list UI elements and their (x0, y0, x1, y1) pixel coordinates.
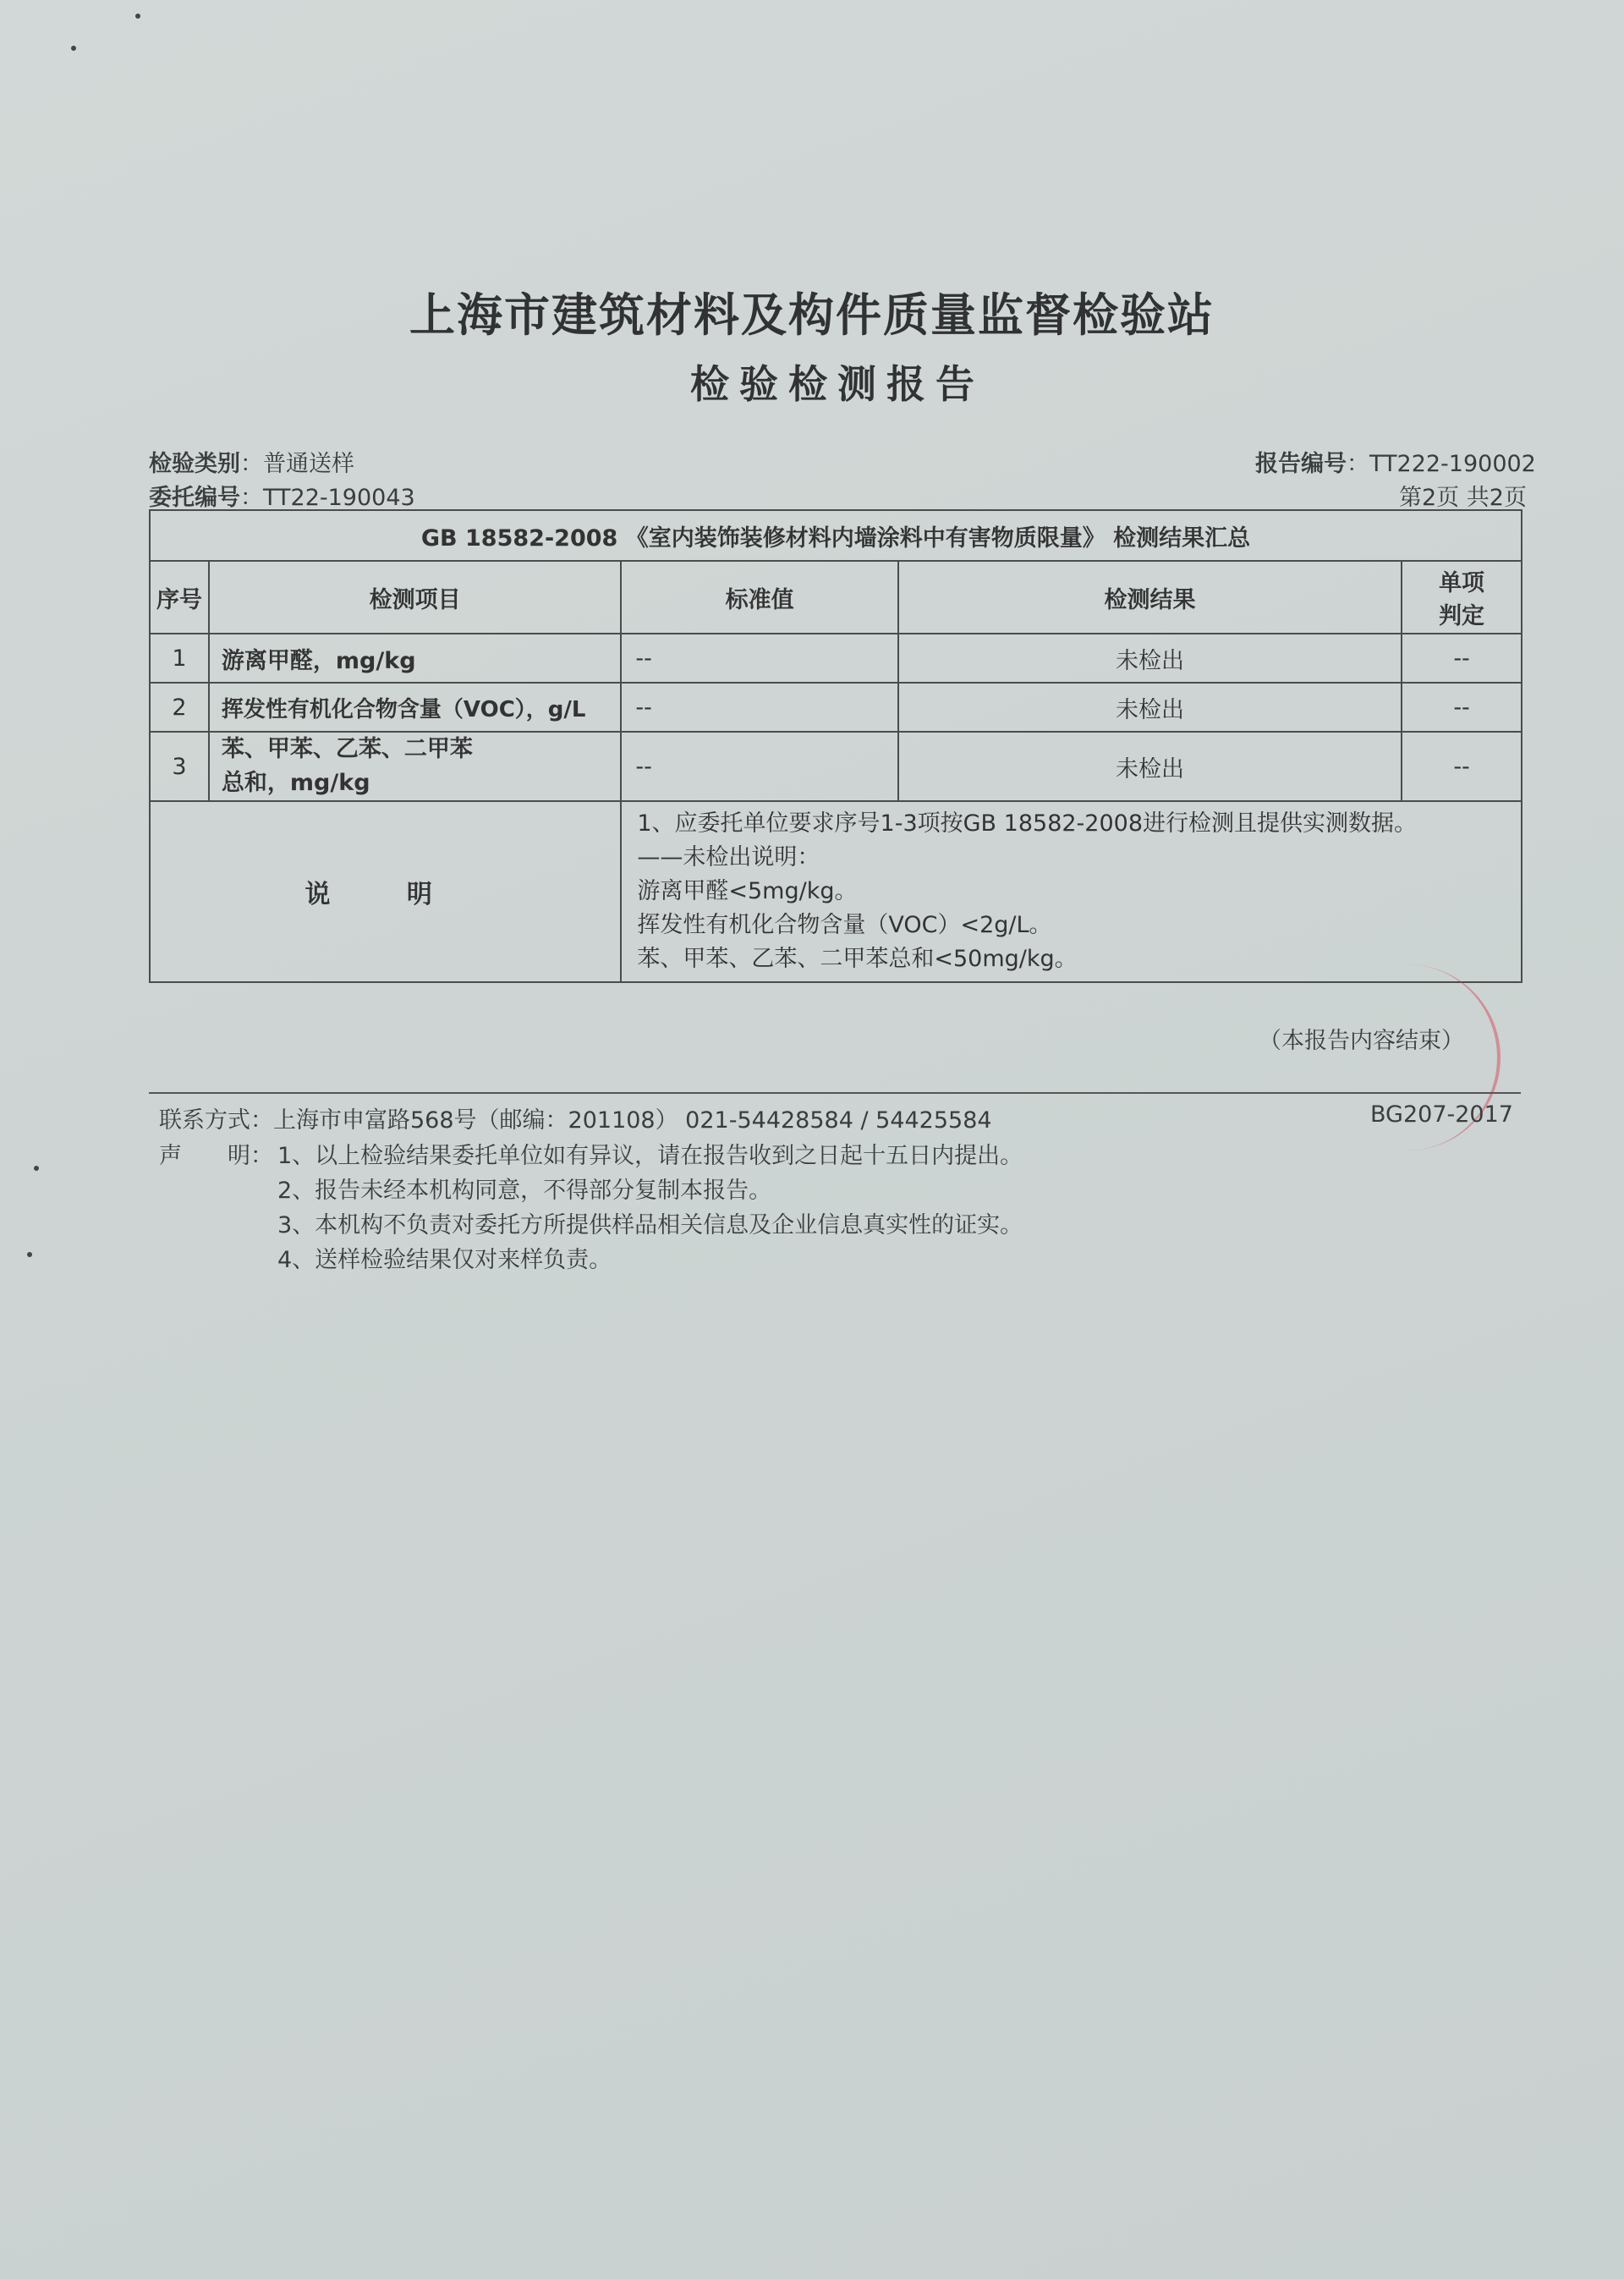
statement-line: 2、报告未经本机构同意，不得部分复制本报告。 (277, 1178, 772, 1204)
notes-row (150, 801, 1522, 982)
contact-info: 联系方式：上海市申富路568号（邮编：201108） 021-54428584 / 54425584 (159, 1107, 992, 1134)
note-line: 苯、甲苯、乙苯、二甲苯总和<50mg/kg。 (637, 946, 1078, 972)
speck (71, 46, 76, 51)
category-label: 检验类别 (149, 451, 240, 477)
speck (27, 1252, 32, 1257)
footer-divider (149, 1092, 1521, 1094)
row-item (209, 732, 621, 801)
report-no-value: TT222-190002 (1369, 451, 1536, 477)
report-no-label: 报告编号 (1255, 451, 1347, 477)
speck (34, 1166, 39, 1171)
page-info: 第2页 共2页 (1399, 485, 1527, 511)
statement-line: 3、本机构不负责对委托方所提供样品相关信息及企业信息真实性的证实。 (277, 1212, 1023, 1238)
row-item-line2: 总和，mg/kg (221, 770, 370, 796)
header-standard: 标准值 (621, 561, 898, 634)
statement-label: 声 明： (159, 1143, 273, 1169)
entrust-value: TT22-190043 (263, 485, 415, 511)
note-line: 1、应委托单位要求序号1-3项按GB 18582-2008进行检测且提供实测数据。 (637, 810, 1418, 837)
header-no: 序号 (150, 561, 209, 634)
notes-content (621, 801, 1522, 982)
table-caption: GB 18582-2008 《室内装饰装修材料内墙涂料中有害物质限量》 检测结果汇总 (150, 510, 1522, 561)
table-row (150, 732, 1522, 801)
row-judge: -- (1402, 683, 1522, 732)
row-standard: -- (621, 634, 898, 683)
colon: ： (240, 451, 263, 477)
statement-line: 1、以上检验结果委托单位如有异议，请在报告收到之日起十五日内提出。 (277, 1143, 1023, 1169)
row-no: 1 (150, 634, 209, 683)
entrust-line (149, 479, 415, 512)
row-judge: -- (1402, 634, 1522, 683)
end-note: （本报告内容结束） (1259, 1028, 1464, 1054)
report-no-line (1255, 445, 1536, 478)
header-judge-line1: 单项 (1439, 570, 1485, 596)
note-line: 挥发性有机化合物含量（VOC）<2g/L。 (637, 912, 1052, 938)
header-item: 检测项目 (209, 561, 621, 634)
row-item-line1: 苯、甲苯、乙苯、二甲苯 (221, 736, 473, 762)
row-result: 未检出 (898, 683, 1402, 732)
category-line (149, 445, 354, 478)
results-table (149, 509, 1522, 983)
statement-line: 4、送样检验结果仅对来样负责。 (277, 1247, 612, 1273)
report-title: 检验检测报告 (690, 361, 985, 407)
entrust-label: 委托编号 (149, 485, 240, 511)
colon: ： (240, 485, 263, 511)
speck (135, 14, 140, 19)
row-no: 2 (150, 683, 209, 732)
table-row (150, 683, 1522, 732)
row-standard: -- (621, 683, 898, 732)
table-caption-row (150, 510, 1522, 561)
table-header-row (150, 561, 1522, 634)
note-line: ——未检出说明： (637, 844, 820, 870)
header-result: 检测结果 (898, 561, 1402, 634)
category-value: 普通送样 (263, 451, 354, 477)
header-judge-line2: 判定 (1439, 603, 1485, 629)
header-judge (1402, 561, 1522, 634)
row-no: 3 (150, 732, 209, 801)
row-item: 挥发性有机化合物含量（VOC），g/L (209, 683, 621, 732)
note-line: 游离甲醛<5mg/kg。 (637, 878, 858, 904)
row-result: 未检出 (898, 634, 1402, 683)
form-code: BG207-2017 (1370, 1101, 1513, 1128)
colon: ： (1347, 451, 1369, 477)
notes-label: 说 明 (150, 801, 621, 982)
table-row (150, 634, 1522, 683)
row-standard: -- (621, 732, 898, 801)
org-title: 上海市建筑材料及构件质量监督检验站 (409, 288, 1215, 342)
row-result: 未检出 (898, 732, 1402, 801)
row-judge: -- (1402, 732, 1522, 801)
row-item: 游离甲醛，mg/kg (209, 634, 621, 683)
